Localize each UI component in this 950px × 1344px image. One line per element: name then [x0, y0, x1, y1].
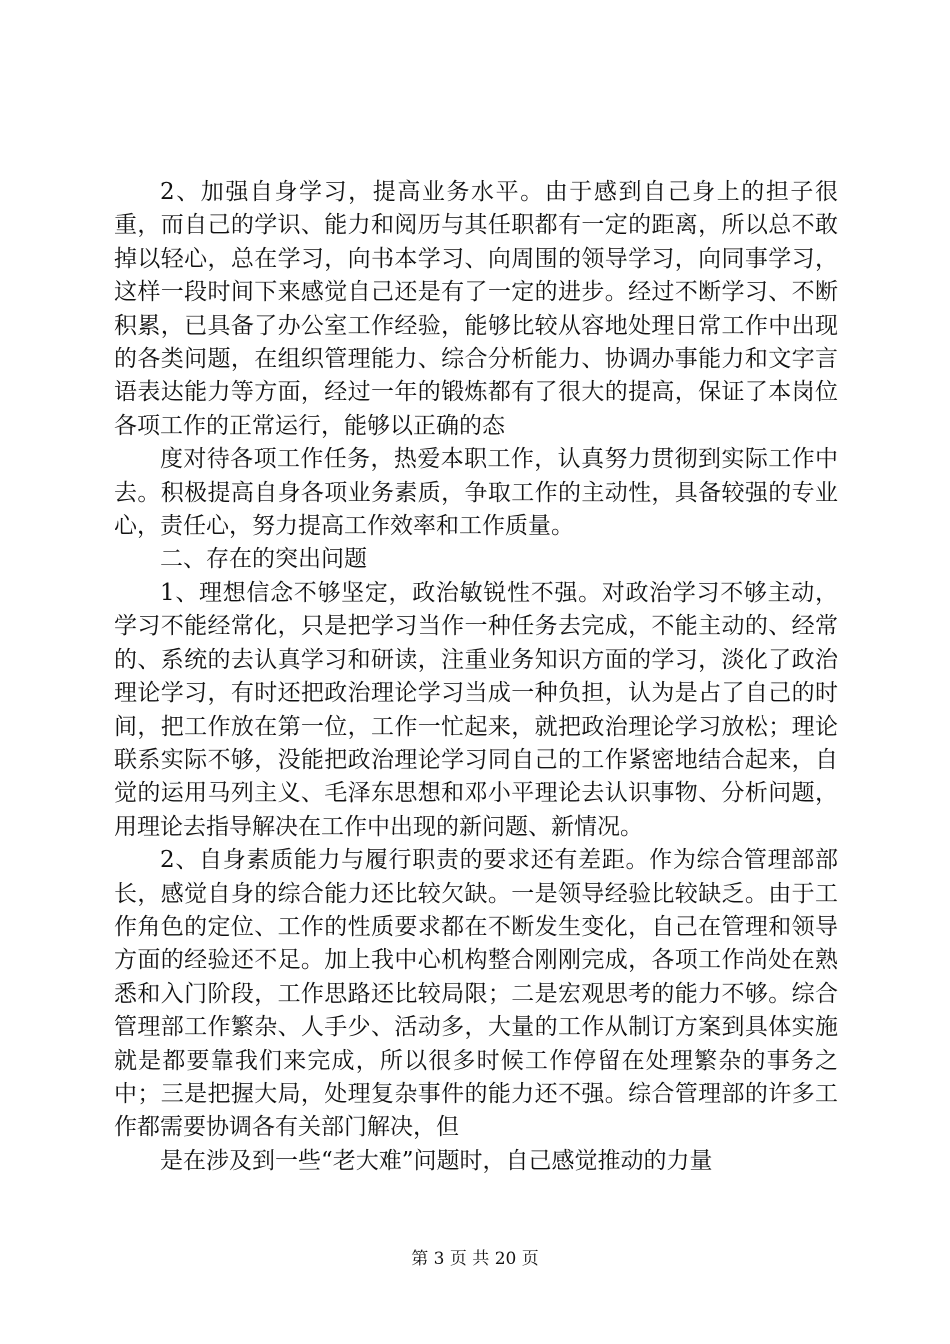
paragraph-work-attitude: 度对待各项工作任务，热爱本职工作，认真努力贯彻到实际工作中去。积极提高自身各项业务素质，争取工作的主动性，具备较强的专业心，责任心，努力提高工作效率和工作质量。	[114, 446, 838, 540]
paragraph-continuation: 是在涉及到一些“老大难”问题时，自己感觉推动的力量	[160, 1147, 713, 1174]
paragraph-self-study: 2、加强自身学习，提高业务水平。由于感到自己身上的担子很重，而自己的学识、能力和阅历与其任职都有一定的距离，所以总不敢掉以轻心，总在学习，向书本学习、向周围的领导学习，向同事学习，这样一段时间下来感觉自己还是有了一定的进步。经过不断学习、不断积累，已具备了办公室工作经验，能够比较从容地处理日常工作中出现的各类问题，在组织管理能力、综合分析能力、协调办事能力和文字言语表达能力等方面，经过一年的锻炼都有了很大的提高，保证了本岗位各项工作的正常运行，能够以正确的态	[114, 179, 838, 439]
paragraph-political-study: 1、理想信念不够坚定，政治敏锐性不强。对政治学习不够主动，学习不能经常化，只是把学习当作一种任务去完成，不能主动的、经常的、系统的去认真学习和研读，注重业务知识方面的学习，淡化了政治理论学习，有时还把政治理论学习当成一种负担，认为是占了自己的时间，把工作放在第一位，工作一忙起来，就把政治理论学习放松；理论联系实际不够，没能把政治理论学习同自己的工作紧密地结合起来，自觉的运用马列主义、毛泽东思想和邓小平理论去认识事物、分析问题，用理论去指导解决在工作中出现的新问题、新情况。	[114, 579, 838, 840]
page-number-footer: 第 3 页 共 20 页	[411, 1249, 539, 1269]
paragraph-ability-gap: 2、自身素质能力与履行职责的要求还有差距。作为综合管理部部长，感觉自身的综合能力还比较欠缺。一是领导经验比较缺乏。由于工作角色的定位、工作的性质要求都在不断发生变化，自己在管理和领导方面的经验还不足。加上我中心机构整合刚刚完成，各项工作尚处在熟悉和入门阶段，工作思路还比较局限；二是宏观思考的能力不够。综合管理部工作繁杂、人手少、活动多，大量的工作从制订方案到具体实施就是都要靠我们来完成，所以很多时候工作停留在处理繁杂的事务之中；三是把握大局，处理复杂事件的能力还不强。综合管理部的许多工作都需要协调各有关部门解决，但	[114, 847, 838, 1141]
document-body	[114, 176, 838, 1178]
section-heading-problems: 二、存在的突出问题	[160, 546, 367, 573]
